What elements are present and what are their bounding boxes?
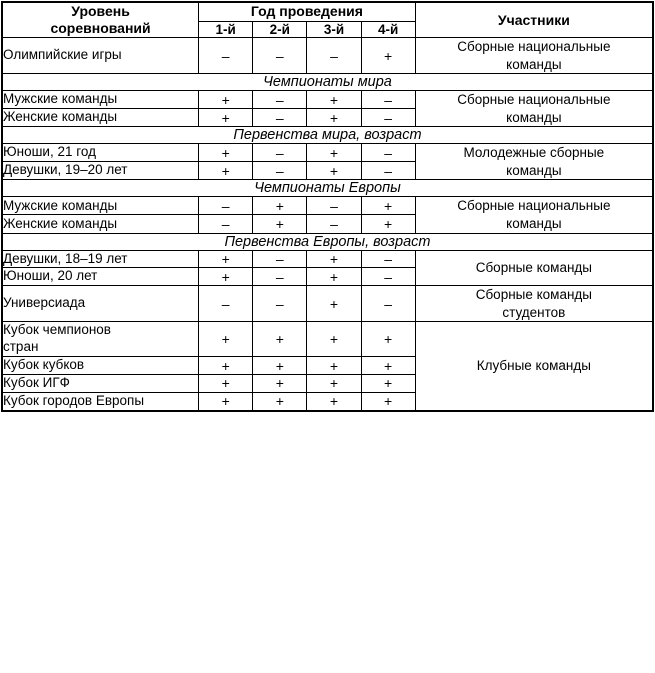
section-row	[2, 233, 653, 250]
mark-cell-year-2: +	[253, 215, 307, 233]
mark-cell-year-4: +	[361, 357, 415, 375]
mark-cell-year-4: +	[361, 375, 415, 393]
section-title: Первенства мира, возраст	[2, 127, 653, 144]
mark-cell-year-1: +	[199, 109, 253, 127]
mark-cell-year-3: +	[307, 286, 361, 322]
mark-cell-year-3: +	[307, 144, 361, 162]
participants-cell: Сборные команды студентов	[415, 286, 653, 322]
header-level: Уровень соревнований	[2, 2, 199, 38]
header-year-4: 4-й	[361, 21, 415, 38]
competition-table-page	[0, 1, 655, 673]
mark-cell-year-3: +	[307, 375, 361, 393]
table-row	[2, 91, 653, 109]
mark-cell-year-3: +	[307, 162, 361, 180]
mark-cell-year-3: –	[307, 215, 361, 233]
level-cell: Кубок городов Европы	[2, 392, 199, 410]
mark-cell-year-1: –	[199, 38, 253, 74]
mark-cell-year-4: –	[361, 109, 415, 127]
mark-cell-year-4: –	[361, 250, 415, 268]
mark-cell-year-2: –	[253, 109, 307, 127]
participants-cell: Молодежные сборные команды	[415, 144, 653, 180]
mark-cell-year-4: –	[361, 162, 415, 180]
level-cell: Девушки, 19–20 лет	[2, 162, 199, 180]
mark-cell-year-2: +	[253, 322, 307, 357]
mark-cell-year-2: –	[253, 144, 307, 162]
mark-cell-year-4: +	[361, 322, 415, 357]
mark-cell-year-4: –	[361, 144, 415, 162]
header-participants: Участники	[415, 2, 653, 38]
section-title: Первенства Европы, возраст	[2, 233, 653, 250]
mark-cell-year-3: –	[307, 197, 361, 215]
mark-cell-year-1: +	[199, 392, 253, 410]
mark-cell-year-2: –	[253, 286, 307, 322]
mark-cell-year-4: +	[361, 197, 415, 215]
level-cell: Кубок кубков	[2, 357, 199, 375]
mark-cell-year-1: +	[199, 91, 253, 109]
participants-cell: Сборные национальные команды	[415, 38, 653, 74]
mark-cell-year-1: +	[199, 250, 253, 268]
mark-cell-year-4: +	[361, 392, 415, 410]
mark-cell-year-2: +	[253, 197, 307, 215]
mark-cell-year-1: –	[199, 197, 253, 215]
mark-cell-year-2: –	[253, 91, 307, 109]
level-cell: Универсиада	[2, 286, 199, 322]
level-cell: Юноши, 20 лет	[2, 268, 199, 286]
mark-cell-year-4: +	[361, 38, 415, 74]
mark-cell-year-2: –	[253, 250, 307, 268]
mark-cell-year-1: +	[199, 322, 253, 357]
mark-cell-year-3: +	[307, 392, 361, 410]
participants-cell: Сборные команды	[415, 250, 653, 286]
level-cell: Женские команды	[2, 215, 199, 233]
mark-cell-year-4: –	[361, 91, 415, 109]
mark-cell-year-2: +	[253, 375, 307, 393]
mark-cell-year-2: –	[253, 162, 307, 180]
mark-cell-year-2: –	[253, 268, 307, 286]
header-year-2: 2-й	[253, 21, 307, 38]
header-year-1: 1-й	[199, 21, 253, 38]
participants-cell: Сборные национальные команды	[415, 91, 653, 127]
mark-cell-year-1: +	[199, 162, 253, 180]
table-row	[2, 250, 653, 268]
section-title: Чемпионаты мира	[2, 74, 653, 91]
level-cell: Мужские команды	[2, 197, 199, 215]
mark-cell-year-4: –	[361, 286, 415, 322]
table-row	[2, 322, 653, 357]
mark-cell-year-1: +	[199, 375, 253, 393]
mark-cell-year-2: +	[253, 392, 307, 410]
header-year-group: Год проведения	[199, 2, 416, 21]
mark-cell-year-3: +	[307, 250, 361, 268]
mark-cell-year-1: –	[199, 286, 253, 322]
mark-cell-year-1: +	[199, 268, 253, 286]
mark-cell-year-3: +	[307, 322, 361, 357]
mark-cell-year-3: –	[307, 38, 361, 74]
header-row-top	[2, 2, 653, 21]
mark-cell-year-2: –	[253, 38, 307, 74]
participants-cell: Клубные команды	[415, 322, 653, 411]
table-row	[2, 286, 653, 322]
mark-cell-year-3: +	[307, 357, 361, 375]
competition-schedule-table	[1, 1, 654, 412]
mark-cell-year-3: +	[307, 268, 361, 286]
table-row	[2, 144, 653, 162]
header-year-3: 3-й	[307, 21, 361, 38]
mark-cell-year-2: +	[253, 357, 307, 375]
level-cell: Олимпийские игры	[2, 38, 199, 74]
table-row	[2, 38, 653, 74]
level-cell: Женские команды	[2, 109, 199, 127]
level-cell: Юноши, 21 год	[2, 144, 199, 162]
mark-cell-year-3: +	[307, 91, 361, 109]
table-head	[2, 2, 653, 38]
section-title: Чемпионаты Европы	[2, 180, 653, 197]
section-row	[2, 180, 653, 197]
level-cell: Девушки, 18–19 лет	[2, 250, 199, 268]
level-cell: Мужские команды	[2, 91, 199, 109]
level-cell: Кубок ИГФ	[2, 375, 199, 393]
mark-cell-year-1: –	[199, 215, 253, 233]
mark-cell-year-4: –	[361, 268, 415, 286]
table-row	[2, 197, 653, 215]
mark-cell-year-3: +	[307, 109, 361, 127]
mark-cell-year-1: +	[199, 144, 253, 162]
section-row	[2, 127, 653, 144]
table-body	[2, 38, 653, 411]
section-row	[2, 74, 653, 91]
mark-cell-year-4: +	[361, 215, 415, 233]
participants-cell: Сборные национальные команды	[415, 197, 653, 233]
level-cell: Кубок чемпионов стран	[2, 322, 199, 357]
mark-cell-year-1: +	[199, 357, 253, 375]
